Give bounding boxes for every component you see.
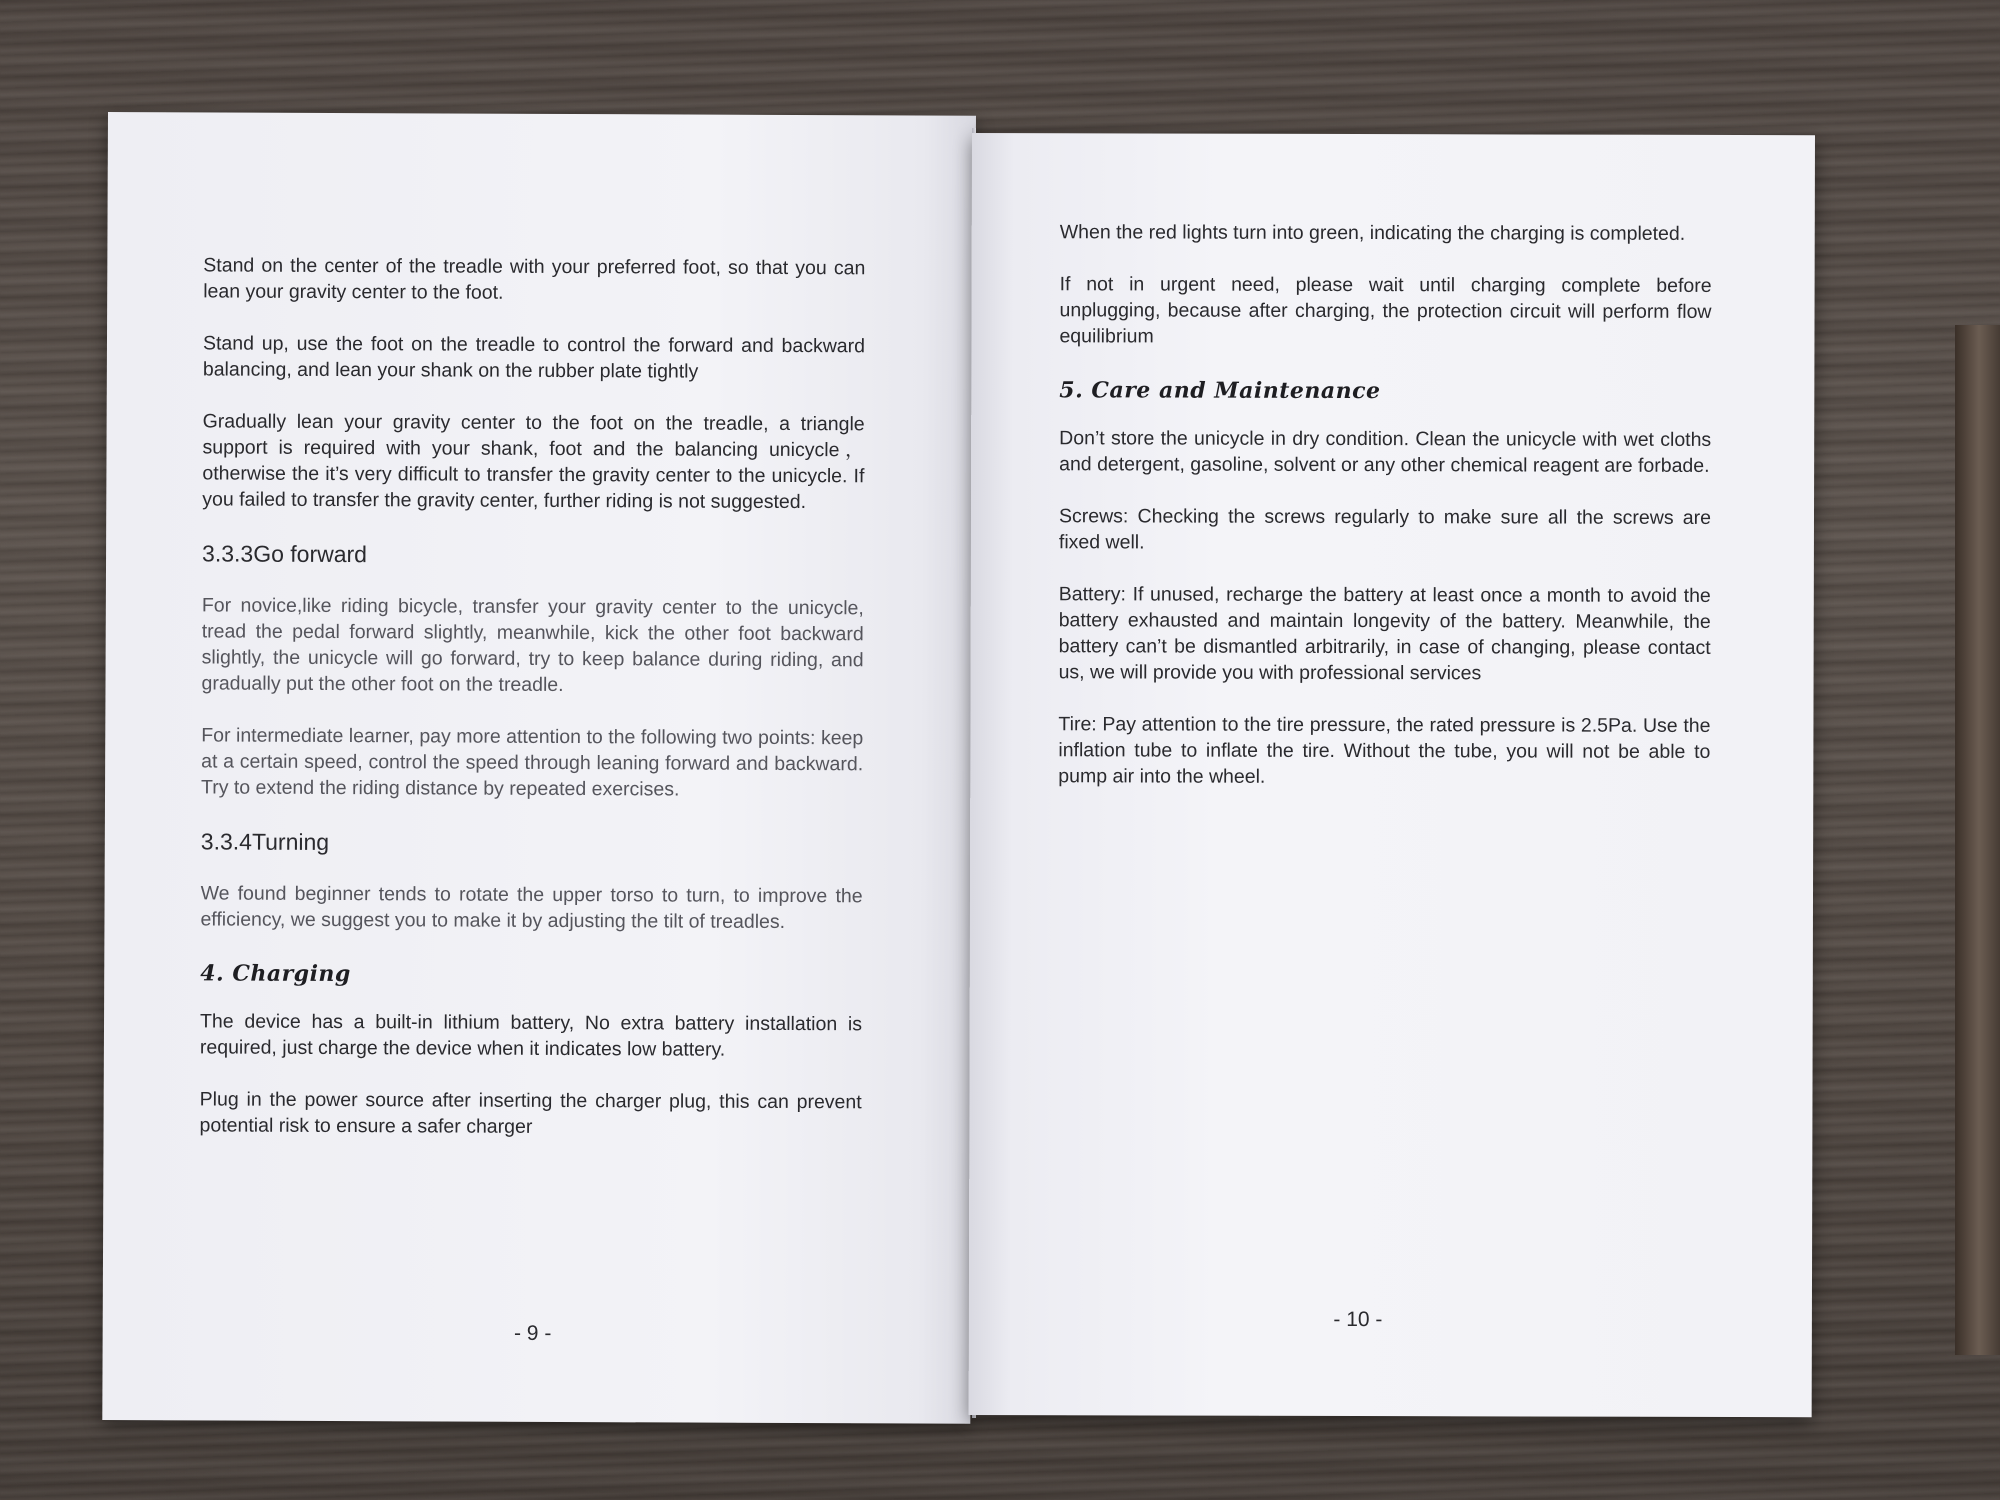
page-number-right: - 10 - [1333,1307,1383,1332]
right-page-content [1058,219,1712,817]
heading-turning: 3.3.4Turning [200,828,330,855]
left-page [102,112,976,1424]
paragraph-screws: Screws: Checking the screws regularly to make sure all the screws are fixed well. [1058,505,1712,554]
page-number-left: - 9 - [513,1321,552,1345]
right-page [969,133,1815,1417]
paragraph-turning: We found beginner tends to rotate the upper torso to turn, to improve the efficiency, we suggest you to make it by adjusting the tilt of treadles. [200,882,863,933]
paragraph-plug-in: Plug in the power source after inserting the charger plug, this can prevent potential risk to ensure a safer charger [199,1088,862,1138]
adjacent-book-edge [1955,325,2000,1355]
heading-care-maintenance: 5. Care and Maintenance [1059,377,1381,405]
paragraph-stand-center: Stand on the center of the treadle with your preferred foot, so that you can lean your gravity center to the foot. [203,254,866,304]
paragraph-stand-up: Stand up, use the foot on the treadle to control the forward and backward balancing, and lean your shank on the rubber plate tightly [202,332,866,383]
paragraph-gradually-lean: Gradually lean your gravity center to the foot on the treadle, a triangle support is required with your shank, foot and the balancing unicycle，otherwise the it’s very difficult to transfer the gravity center to the unicycle. If you failed to transfer the gravity center, further riding is not suggested. [202,410,865,514]
paragraph-novice: For novice,like riding bicycle, transfer your gravity center to the unicycle, tread the pedal forward slightly, meanwhile, kick the other foot backward slightly, the unicycle will go forward, try to keep balance during riding, and gradually put the other foot on the treadle. [201,594,864,696]
paragraph-intermediate: For intermediate learner, pay more attention to the following two points: keep at a certain speed, control the speed through leaning forward and backward. Try to extend the riding distance by repeated exercises. [201,724,864,801]
paragraph-urgent-need: If not in urgent need, please wait until charging complete before unplugging, because after charging, the protection circuit will perform flow equilibrium [1059,273,1712,348]
heading-charging: 4. Charging [200,960,351,988]
paragraph-dry-condition: Don’t store the unicycle in dry condition. Clean the unicycle with wet cloths and detergent, gasoline, solvent or any other chemical reagent are forbade. [1059,427,1712,477]
heading-go-forward: 3.3.3Go forward [202,540,368,568]
paragraph-builtin-battery: The device has a built-in lithium battery, No extra battery installation is required, just charge the device when it indicates low battery. [199,1010,863,1061]
left-page-content [199,252,865,1167]
paragraph-tire: Tire: Pay attention to the tire pressure, the rated pressure is 2.5Pa. Use the inflation tube to inflate the tire. Without the tube, you will not be able to pump air into the wheel. [1058,713,1711,788]
paragraph-battery: Battery: If unused, recharge the battery at least once a month to avoid the battery exhausted and maintain longevity of the battery. Meanwhile, the battery can’t be dismantled arbitrarily, in case of changing, please contact us, we will provide you with professional services [1058,583,1711,685]
paragraph-red-lights: When the red lights turn into green, indicating the charging is completed. [1059,221,1686,245]
